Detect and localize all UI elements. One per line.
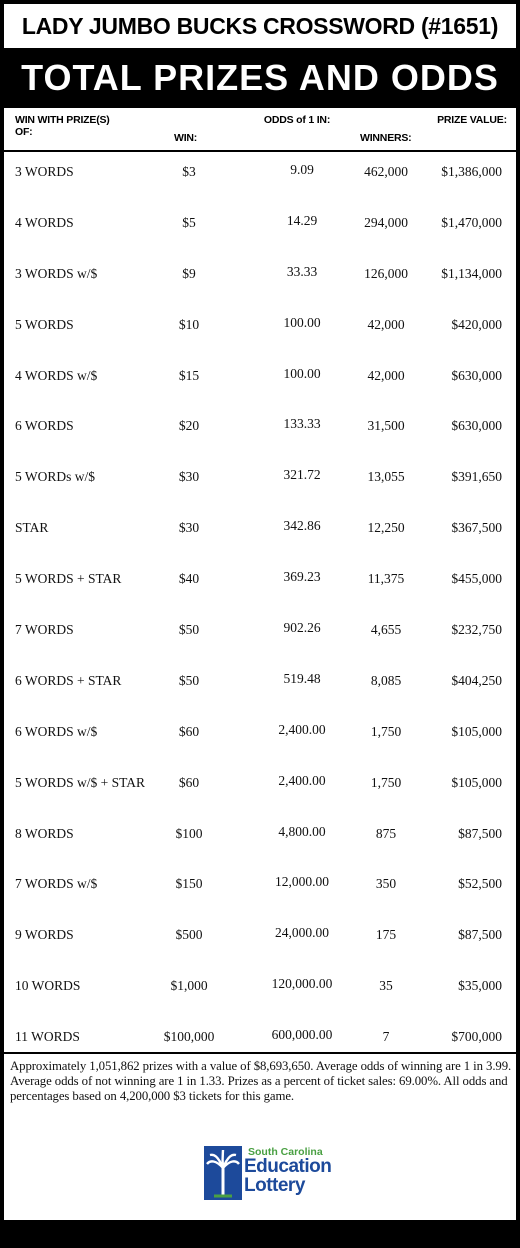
cell-winners: 42,000	[367, 316, 405, 332]
table-bottom-divider	[4, 1052, 516, 1054]
cell-winners: 875	[375, 825, 397, 841]
cell-prize-value: $105,000	[451, 723, 502, 739]
table-header	[4, 110, 516, 150]
table-row	[4, 152, 516, 203]
cell-odds: 902.26	[283, 620, 321, 636]
cell-prize-value: $420,000	[451, 316, 502, 332]
cell-winners: 8,085	[370, 672, 402, 688]
table-row	[4, 203, 516, 254]
table-row	[4, 254, 516, 305]
cell-winners: 1,750	[370, 774, 402, 790]
cell-odds: 33.33	[286, 263, 318, 279]
header-prize: WIN WITH PRIZE(S) OF:	[15, 114, 110, 138]
cell-winners: 12,250	[367, 520, 405, 536]
table-row	[4, 610, 516, 661]
cell-prize-value: $630,000	[451, 418, 502, 434]
cell-odds: 2,400.00	[278, 721, 326, 737]
cell-prize: 6 WORDS	[15, 418, 74, 434]
cell-prize-value: $630,000	[451, 367, 502, 383]
table-row	[4, 508, 516, 559]
cell-prize-value: $52,500	[458, 876, 502, 892]
logo-line-lottery: Lottery	[244, 1175, 305, 1196]
cell-prize-value: $404,250	[451, 672, 502, 688]
cell-prize: 3 WORDS w/$	[15, 265, 98, 281]
cell-winners: 126,000	[364, 265, 408, 281]
cell-prize: 7 WORDS w/$	[15, 876, 98, 892]
section-title: TOTAL PRIZES AND ODDS	[4, 48, 516, 108]
cell-winners: 7	[382, 1029, 390, 1045]
table-row	[4, 457, 516, 508]
cell-odds: 100.00	[283, 365, 321, 381]
logo-line-state: South Carolina	[248, 1146, 323, 1158]
cell-prize: 5 WORDS	[15, 316, 74, 332]
cell-odds: 321.72	[283, 467, 321, 483]
cell-prize-value: $105,000	[451, 774, 502, 790]
cell-prize: 10 WORDS	[15, 978, 81, 994]
cell-odds: 133.33	[283, 416, 321, 432]
cell-win: $500	[175, 927, 203, 943]
cell-odds: 519.48	[283, 670, 321, 686]
cell-win: $30	[178, 520, 200, 536]
cell-odds: 600,000.00	[271, 1027, 333, 1043]
table-row	[4, 864, 516, 915]
cell-prize-value: $1,470,000	[441, 214, 502, 230]
cell-win: $100,000	[163, 1029, 215, 1045]
cell-win: $10	[178, 316, 200, 332]
cell-prize-value: $87,500	[458, 927, 502, 943]
cell-prize: 6 WORDS + STAR	[15, 672, 122, 688]
table-row	[4, 966, 516, 1017]
cell-win: $9	[182, 265, 196, 281]
game-title: LADY JUMBO BUCKS CROSSWORD (#1651)	[4, 4, 516, 48]
cell-odds: 2,400.00	[278, 772, 326, 788]
cell-odds: 4,800.00	[278, 823, 326, 839]
lottery-logo	[204, 1144, 354, 1204]
cell-win: $100	[175, 825, 203, 841]
cell-win: $50	[178, 672, 200, 688]
cell-prize: STAR	[15, 520, 49, 536]
cell-prize: 3 WORDS	[15, 164, 74, 179]
cell-winners: 35	[379, 978, 393, 994]
cell-prize: 4 WORDS w/$	[15, 367, 98, 383]
cell-winners: 31,500	[367, 418, 405, 434]
cell-prize-value: $1,386,000	[441, 164, 502, 179]
cell-winners: 350	[375, 876, 397, 892]
cell-odds: 24,000.00	[275, 925, 329, 941]
cell-win: $15	[178, 367, 200, 383]
cell-prize: 8 WORDS	[15, 825, 74, 841]
cell-winners: 175	[375, 927, 397, 943]
cell-win: $5	[182, 214, 196, 230]
header-win: WIN:	[174, 132, 198, 144]
table-row	[4, 814, 516, 865]
cell-win: $1,000	[170, 978, 208, 994]
cell-odds: 342.86	[283, 518, 321, 534]
cell-win: $20	[178, 418, 200, 434]
cell-prize: 9 WORDS	[15, 927, 74, 943]
sheet-panel	[4, 4, 516, 1220]
cell-winners: 4,655	[370, 622, 402, 638]
cell-win: $60	[178, 774, 200, 790]
cell-winners: 13,055	[367, 469, 405, 485]
cell-winners: 294,000	[364, 214, 408, 230]
cell-win: $30	[178, 469, 200, 485]
cell-prize: 7 WORDS	[15, 622, 74, 638]
cell-prize-value: $87,500	[458, 825, 502, 841]
table-row	[4, 763, 516, 814]
cell-prize: 6 WORDS w/$	[15, 723, 98, 739]
header-winners: WINNERS:	[360, 132, 412, 144]
cell-prize: 5 WORDs w/$	[15, 469, 96, 485]
cell-prize-value: $35,000	[458, 978, 502, 994]
cell-prize: 5 WORDS w/$ + STAR	[15, 774, 146, 790]
table-row	[4, 559, 516, 610]
cell-prize-value: $700,000	[451, 1029, 502, 1045]
cell-prize: 11 WORDS	[15, 1029, 80, 1045]
cell-odds: 100.00	[283, 314, 321, 330]
cell-odds: 369.23	[283, 569, 321, 585]
cell-prize-value: $232,750	[451, 622, 502, 638]
cell-prize: 4 WORDS	[15, 214, 74, 230]
cell-winners: 42,000	[367, 367, 405, 383]
table-row	[4, 406, 516, 457]
table-row	[4, 661, 516, 712]
table-row	[4, 915, 516, 966]
table-row	[4, 712, 516, 763]
cell-odds: 12,000.00	[275, 874, 329, 890]
table-row	[4, 356, 516, 407]
header-prize-value: PRIZE VALUE:	[437, 114, 507, 126]
cell-winners: 1,750	[370, 723, 402, 739]
cell-winners: 11,375	[367, 571, 405, 587]
odds-footnote: Approximately 1,051,862 prizes with a value of $8,693,650. Average odds of winning are 1 in 3.99. Average odds of not winning are 1 in 1.33. Prizes as a percent of ticket sales: 69.00%. All odds and percentages based on 4,200,000 $3 tickets for this game.	[10, 1059, 512, 1103]
header-odds: ODDS of 1 IN:	[263, 114, 331, 126]
cell-winners: 462,000	[364, 164, 408, 179]
logo-line-education: Education	[244, 1156, 332, 1177]
cell-win: $40	[178, 571, 200, 587]
cell-prize-value: $1,134,000	[441, 265, 502, 281]
cell-win: $50	[178, 622, 200, 638]
cell-win: $60	[178, 723, 200, 739]
cell-prize-value: $391,650	[451, 469, 502, 485]
cell-prize-value: $455,000	[451, 571, 502, 587]
cell-win: $3	[182, 164, 196, 179]
cell-prize-value: $367,500	[451, 520, 502, 536]
palmetto-tree-icon	[204, 1146, 242, 1200]
cell-prize: 5 WORDS + STAR	[15, 571, 122, 587]
cell-odds: 9.09	[290, 162, 314, 177]
table-row	[4, 305, 516, 356]
cell-odds: 14.29	[286, 212, 318, 228]
cell-odds: 120,000.00	[271, 976, 333, 992]
cell-win: $150	[175, 876, 203, 892]
prize-table	[4, 152, 516, 1068]
